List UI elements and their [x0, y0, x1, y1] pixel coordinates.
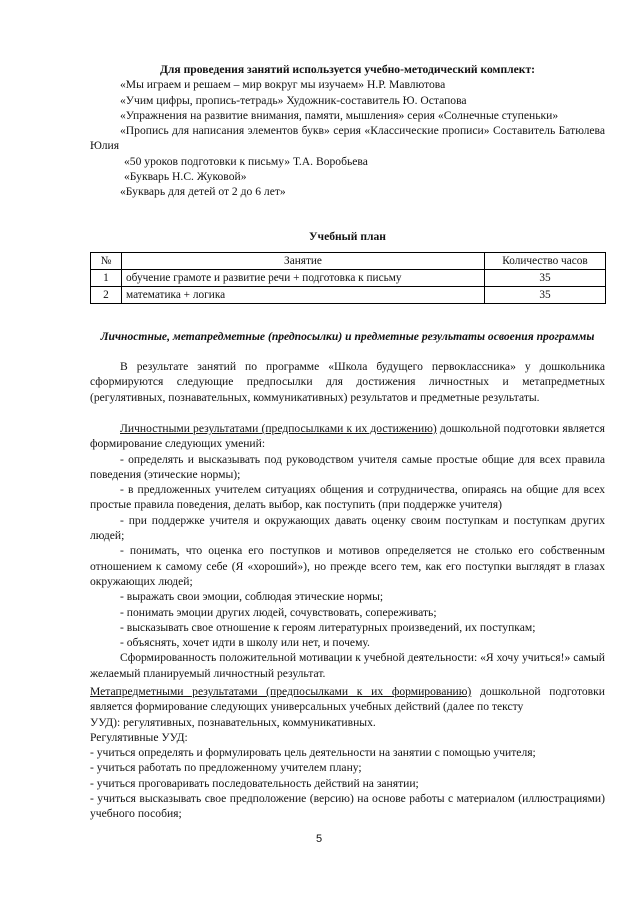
meta-results-rest: дошкольной подготовки является формирование следующих универсальных учебных действий (далее по тексту [90, 685, 605, 714]
regulative-item: - учиться проговаривать последовательность действий на занятии; [90, 776, 419, 790]
kit-item: «Мы играем и решаем – мир вокруг мы изучаем» Н.Р. Мавлютова [120, 78, 446, 92]
plan-table [90, 252, 606, 304]
regulative-item: - учиться высказывать свое предположение (версию) на основе работы с материалом (иллюстрациями) учебного пособия; [90, 792, 605, 821]
row-lesson: математика + логика [122, 287, 485, 304]
header-hours: Количество часов [485, 253, 606, 270]
row-number: 1 [91, 270, 122, 287]
personal-item: - объяснять, хочет идти в школу или нет, и почему. [120, 636, 370, 650]
personal-item: - определять и высказывать под руководством учителя самые простые общие для всех правила поведения (этические нормы); [90, 452, 605, 481]
meta-results-lead: Метапредметными результатами (предпосылками к их формированию) [90, 685, 472, 698]
kit-item: «Пропись для написания элементов букв» серия «Классические прописи» Составитель Батюлева Юлия [90, 124, 605, 153]
personal-item: - понимать, что оценка его поступков и мотивов определяется не столько его собственным отношением к самому себе (Я «хороший»), но прежде всего тем, как его поступки выглядят в глазах окружающих людей; [90, 544, 605, 588]
kit-heading: Для проведения занятий используется учебно-методический комплект: [159, 63, 536, 76]
kit-item: «Упражнения на развитие внимания, памяти, мышления» серия «Солнечные ступеньки» [120, 108, 559, 122]
personal-item: - выражать свои эмоции, соблюдая этические нормы; [120, 590, 384, 604]
table-row [91, 287, 606, 304]
kit-item: «50 уроков подготовки к письму» Т.А. Воробьева [124, 154, 368, 168]
row-lesson: обучение грамоте и развитие речи + подготовка к письму [122, 270, 485, 287]
personal-results-paragraph [90, 421, 605, 452]
page-number: 5 [315, 833, 323, 845]
meta-results-paragraph [90, 684, 605, 715]
results-intro: В результате занятий по программе «Школа будущего первоклассника» у дошкольника сформируются следующие предпосылки для достижения личностных и метапредметных (регулятивных, познавательных, коммуникативных) результатов и предметные результаты. [90, 360, 605, 404]
personal-results-section [90, 421, 605, 681]
plan-title: Учебный план [309, 230, 386, 243]
personal-item: - при поддержке учителя и окружающих давать оценку своим поступкам и поступкам других людей; [90, 513, 605, 543]
table-row [91, 270, 606, 287]
meta-results-line: УУД): регулятивных, познавательных, коммуникативных. [90, 715, 376, 729]
personal-item: - высказывать свое отношение к героям литературных произведений, их поступкам; [120, 620, 536, 634]
row-number: 2 [91, 287, 122, 304]
kit-item: «Букварь Н.С. Жуковой» [124, 170, 247, 184]
kit-section [90, 62, 605, 200]
table-header-row [91, 253, 606, 270]
motivation-paragraph: Сформированность положительной мотивации к учебной деятельности: «Я хочу учиться!» самый желаемый планируемый личностный результат. [90, 651, 605, 680]
header-lesson: Занятие [122, 253, 485, 270]
personal-item: - в предложенных учителем ситуациях общения и сотрудничества, опираясь на общие для всех простые правила поведения, делать выбор, как поступить (при поддержке учителя) [90, 483, 605, 512]
meta-results-section [90, 684, 605, 822]
regulative-item: - учиться работать по предложенному учителем плану; [90, 761, 362, 775]
results-heading: Личностные, метапредметные (предпосылки) и предметные результаты освоения программы [100, 330, 595, 343]
personal-item: - понимать эмоции других людей, сочувствовать, сопереживать; [120, 605, 437, 619]
regulative-title: Регулятивные УУД: [90, 730, 188, 744]
kit-item: «Букварь для детей от 2 до 6 лет» [120, 185, 286, 199]
row-hours: 35 [485, 270, 606, 287]
kit-item: «Учим цифры, пропись-тетрадь» Художник-составитель Ю. Остапова [120, 93, 467, 107]
header-number: № [91, 253, 122, 270]
regulative-item: - учиться определять и формулировать цель деятельности на занятии с помощью учителя; [90, 746, 536, 760]
row-hours: 35 [485, 287, 606, 304]
personal-results-rest: дошкольной подготовки является формирование следующих умений: [90, 422, 605, 451]
personal-results-lead: Личностными результатами (предпосылками к их достижению) [120, 422, 437, 435]
